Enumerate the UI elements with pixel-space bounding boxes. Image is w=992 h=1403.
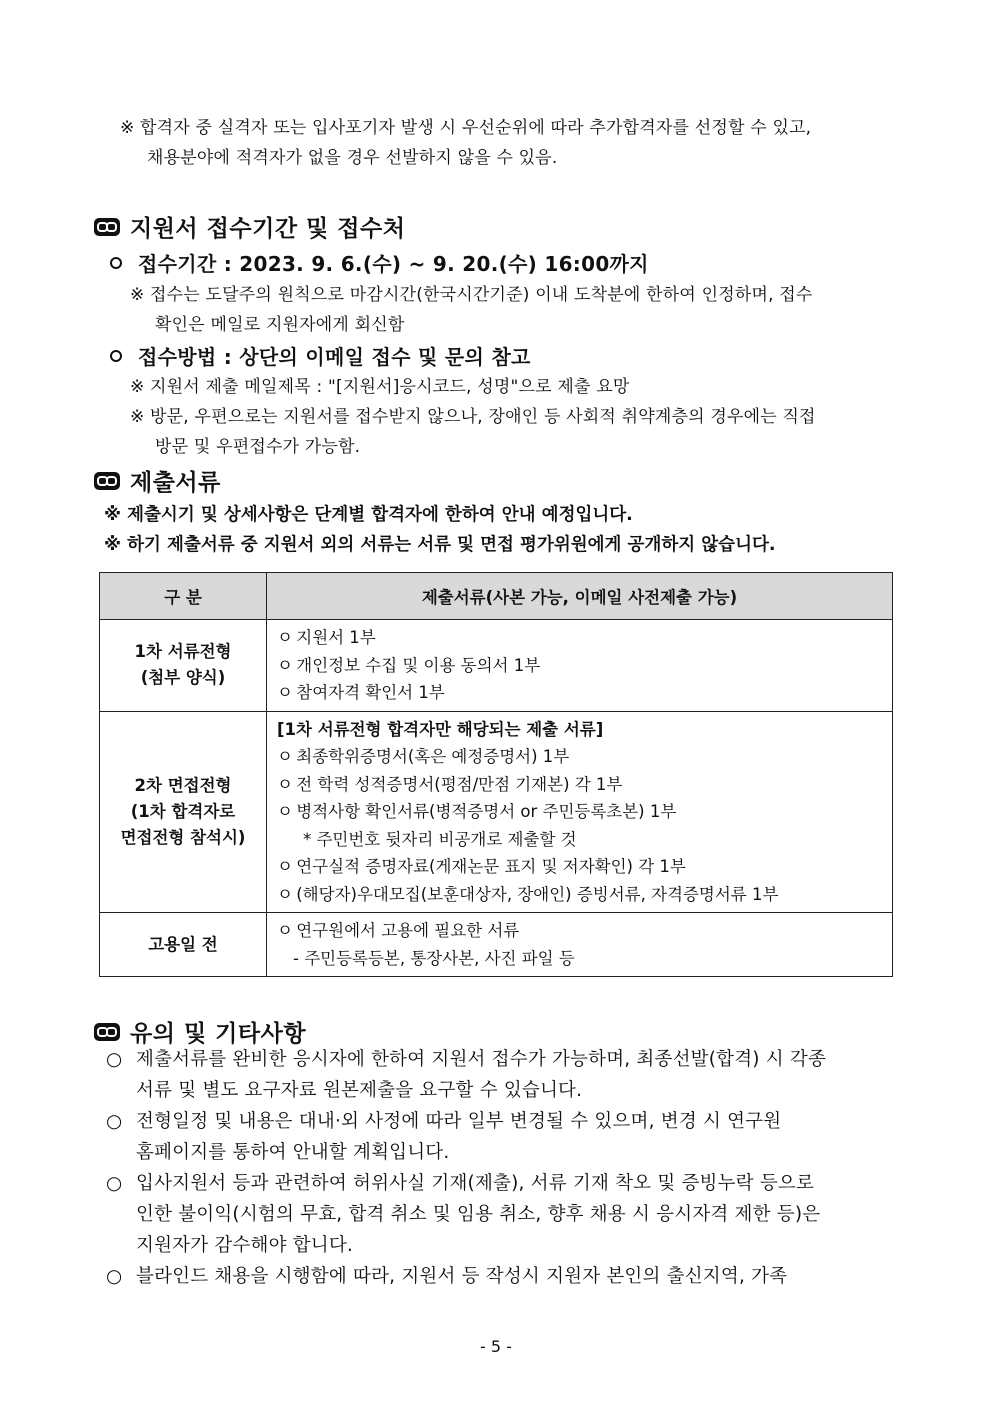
table-row-category: 고용일 전 bbox=[100, 913, 267, 977]
etc-item: ○ 입사지원서 등과 관련하여 허위사실 기재(제출), 서류 기재 착오 및 증빙누락 등으로 인한 불이익(시험의 무효, 합격 취소 및 임용 취소, 향후 채용 시 응시자격 제한 등)은 지원자가 감수해야 합니다. bbox=[106, 1168, 898, 1261]
doc-item: ㅇ (해당자)우대모집(보훈대상자, 장애인) 증빙서류, 자격증명서류 1부 bbox=[277, 884, 779, 904]
etc-item: ○ 블라인드 채용을 시행함에 따라, 지원서 등 작성시 지원자 본인의 출신지역, 가족 bbox=[106, 1261, 898, 1292]
docs-note2: ※ 하기 제출서류 중 지원서 외의 서류는 서류 및 면접 평가위원에게 공개하지 않습니다. bbox=[104, 535, 776, 555]
category-line: (1차 합격자로 bbox=[130, 801, 236, 821]
apply-method-note2-line2: 방문 및 우편접수가 가능함. bbox=[155, 437, 361, 457]
table-row-category bbox=[100, 620, 267, 712]
category-line: 2차 면접전형 bbox=[134, 775, 232, 795]
doc-sub-note: - 주민등록등본, 통장사본, 사진 파일 등 bbox=[293, 948, 575, 968]
doc-sub-note: * 주민번호 뒷자리 비공개로 제출할 것 bbox=[303, 829, 577, 849]
small-circle-icon: ○ bbox=[106, 1049, 123, 1070]
section-etc-title-text: 유의 및 기타사항 bbox=[130, 1021, 307, 1047]
small-circle-icon: ○ bbox=[106, 1111, 123, 1132]
page-number: - 5 - bbox=[480, 1337, 512, 1356]
table-row bbox=[100, 913, 893, 977]
apply-method-notes bbox=[130, 372, 900, 462]
doc-item: ㅇ 연구실적 증명자료(게재논문 표지 및 저자확인) 각 1부 bbox=[277, 857, 686, 876]
apply-period-note bbox=[130, 280, 900, 340]
apply-method-label: 접수방법 : 상단의 이메일 접수 및 문의 참고 bbox=[138, 345, 531, 369]
docs-table bbox=[99, 572, 893, 977]
table-row-items bbox=[267, 913, 893, 977]
link-icon bbox=[94, 218, 120, 236]
table-row-items bbox=[267, 711, 893, 913]
small-circle-icon: ○ bbox=[106, 1266, 123, 1287]
apply-method-note2-line1: ※ 방문, 우편으로는 지원서를 접수받지 않으나, 장애인 등 사회적 취약계층의 경우에는 직접 bbox=[130, 407, 816, 427]
section-docs-title bbox=[94, 464, 221, 497]
apply-method bbox=[110, 341, 531, 370]
top-note bbox=[120, 113, 910, 173]
etc-item: ○ 전형일정 및 내용은 대내·외 사정에 따라 일부 변경될 수 있으며, 변경 시 연구원 홈페이지를 통하여 안내할 계획입니다. bbox=[106, 1106, 898, 1168]
doc-item: ㅇ 병적사항 확인서류(병적증명서 or 주민등록초본) 1부 bbox=[277, 802, 677, 821]
doc-item: ㅇ 전 학력 성적증명서(평점/만점 기재본) 각 1부 bbox=[277, 774, 623, 794]
doc-item: ㅇ 연구원에서 고용에 필요한 서류 bbox=[277, 921, 520, 940]
section-docs-title-text: 제출서류 bbox=[130, 470, 221, 496]
table-row bbox=[100, 620, 893, 712]
table-row bbox=[100, 711, 893, 913]
doc-group-heading: [1차 서류전형 합격자만 해당되는 제출 서류] bbox=[277, 719, 604, 739]
table-header-category: 구 분 bbox=[100, 573, 267, 620]
small-circle-icon: ○ bbox=[106, 1173, 123, 1194]
apply-period-note-line2: 확인은 메일로 지원자에게 회신함 bbox=[155, 315, 405, 335]
link-icon bbox=[94, 472, 120, 490]
table-header-docs: 제출서류(사본 가능, 이메일 사전제출 가능) bbox=[267, 573, 893, 620]
category-line: 면접전형 참석시) bbox=[120, 827, 246, 847]
doc-item: ㅇ 최종학위증명서(혹은 예정증명서) 1부 bbox=[277, 747, 570, 766]
doc-item: ㅇ 개인정보 수집 및 이용 동의서 1부 bbox=[277, 655, 541, 675]
etc-paragraphs bbox=[106, 1044, 898, 1292]
category-line: 1차 서류전형 bbox=[134, 642, 232, 662]
top-note-line2: 채용분야에 적격자가 없을 경우 선발하지 않을 수 있음. bbox=[147, 148, 558, 168]
doc-item: ㅇ 지원서 1부 bbox=[277, 628, 376, 647]
table-row-items bbox=[267, 620, 893, 712]
category-line: (첨부 양식) bbox=[140, 668, 226, 688]
circle-bullet-icon bbox=[110, 257, 122, 269]
table-header-row bbox=[100, 573, 893, 620]
link-icon bbox=[94, 1023, 120, 1041]
table-row-category bbox=[100, 711, 267, 913]
circle-bullet-icon bbox=[110, 350, 122, 362]
docs-note1: ※ 제출시기 및 상세사항은 단계별 합격자에 한하여 안내 예정입니다. bbox=[104, 505, 633, 525]
top-note-line1: ※ 합격자 중 실격자 또는 입사포기자 발생 시 우선순위에 따라 추가합격자를 선정할 수 있고, bbox=[120, 118, 812, 138]
apply-period-note-line1: ※ 접수는 도달주의 원칙으로 마감시간(한국시간기준) 이내 도착분에 한하여 인정하며, 접수 bbox=[130, 285, 813, 305]
doc-item: ㅇ 참여자격 확인서 1부 bbox=[277, 683, 445, 702]
section-apply-title bbox=[94, 210, 405, 243]
apply-period-label: 접수기간 : 2023. 9. 6.(수) ~ 9. 20.(수) 16:00까지 bbox=[138, 252, 649, 276]
etc-item: ○ 제출서류를 완비한 응시자에 한하여 지원서 접수가 가능하며, 최종선발(합격) 시 각종 서류 및 별도 요구자료 원본제출을 요구할 수 있습니다. bbox=[106, 1044, 898, 1106]
section-apply-title-text: 지원서 접수기간 및 접수처 bbox=[130, 216, 406, 242]
apply-method-note1: ※ 지원서 제출 메일제목 : "[지원서]응시코드, 성명"으로 제출 요망 bbox=[130, 377, 630, 397]
apply-period bbox=[110, 248, 649, 277]
docs-notes bbox=[104, 500, 904, 560]
